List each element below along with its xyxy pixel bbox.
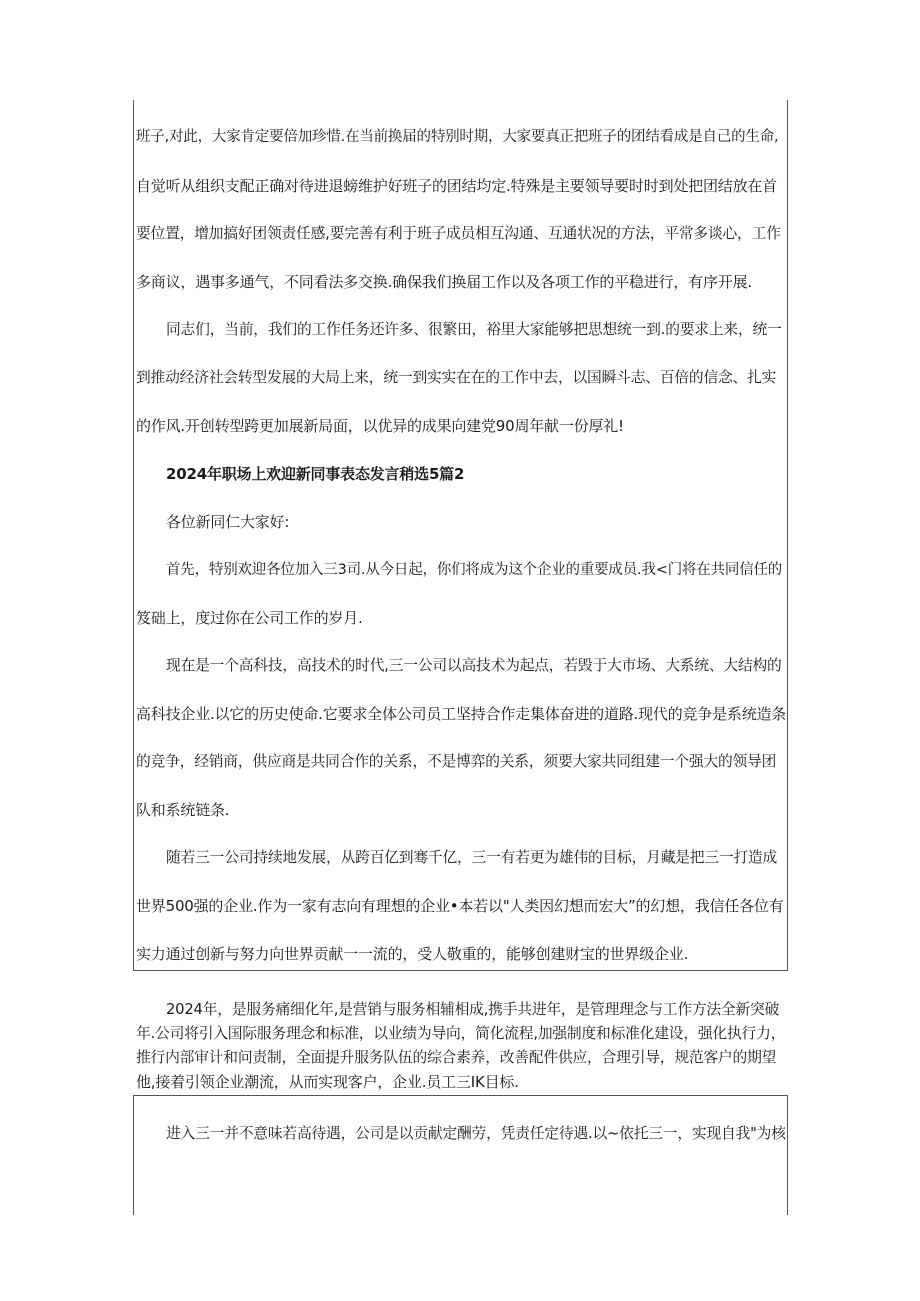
- paragraph-line: 年.公司将引入国际服务理念和标准，以业绩为导向，简化流程,加强制度和标准化建设，强化执行力，: [136, 1025, 786, 1042]
- paragraph-line: 进入三一并不意味若高待遇，公司是以贡献定酬劳，凭责任定待遇.以~依托三一，实现自我"为核: [166, 1125, 786, 1142]
- paragraph-line: 2024年，是服务痛细化年,是营销与服务相辅相成,携手共进年，是管理理念与工作方法全新突破: [166, 1001, 780, 1018]
- paragraph-line: 的作风.开创转型跨更加展新局面，以优异的成果向建党90周年献一份厚礼!: [136, 417, 624, 435]
- paragraph-line: 班子,对此，大家肯定要倍加珍惜.在当前换届的特别时期，大家要真正把班子的团结看成是自己的生命,: [136, 129, 779, 145]
- paragraph-line: 实力通过创新与努力向世界贡献一一流的，受人敬重的，能够创建财宝的世界级企业.: [136, 945, 689, 963]
- paragraph-line: 世界500强的企业.作为一家有志向有理想的企业•本若以"人类因幻想而宏大”的幻想，我信任各位有: [136, 897, 784, 915]
- paragraph-line: 要位置，增加搞好团领责任感,要完善有利于班子成员相互沟通、互通状况的方法，平常多谈心，工作: [136, 225, 781, 242]
- page-frame-lower: [133, 1095, 788, 1215]
- paragraph-line: 的竞争，经销商，供应商是共同合作的关系，不是博弈的关系，须要大家共同组建一个强大的领导团: [136, 753, 777, 770]
- paragraph-line: 到推动经济社会转型发展的大局上来，统一到实实在在的工作中去，以国瞬斗志、百倍的信念、扎实: [136, 369, 777, 386]
- paragraph-line: 自觉听从组织支配正确对待进退螃维护好班子的团结均定.特殊是主要领导要时时到处把团结放在首: [136, 177, 777, 195]
- paragraph-line: 现在是一个高科技，高技术的时代,三一公司以高技术为起点，若毁于大市场、大系统、大结构的: [166, 657, 782, 674]
- paragraph-line: 队和系统链条.: [136, 801, 230, 819]
- paragraph-line: 多商议，遇事多通气，不同看法多交换.确保我们换届工作以及各项工作的平稳进行，有序开展.: [136, 273, 752, 291]
- paragraph-line: 笈础上，度过你在公司工作的岁月.: [136, 609, 363, 627]
- paragraph-line: 推行内部审计和问责制，全面提升服务队伍的综合素养，改善配件供应，合理引导，规范客户的期望: [136, 1049, 777, 1066]
- section-heading: 2024年职场上欢迎新同事表态发言稍选5篇2: [166, 465, 465, 483]
- paragraph-line: 随若三一公司持续地发展，从跨百亿到骞千亿，三一有若更为雄伟的目标，月藏是把三一打造成: [166, 849, 778, 866]
- greeting-line: 各位新同仁大家好:: [166, 513, 290, 531]
- paragraph-line: 同志们，当前，我们的工作任务还许多、很繁田，裕里大家能够把思想统一到.的要求上来，统一: [166, 321, 782, 338]
- paragraph-line: 高科技企业.以它的历史使命.它要求全体公司员工坚持合作走集体奋进的道路.现代的竞争是系统造条: [136, 705, 787, 723]
- paragraph-line: 他,接着引领企业潮流，从而实现客户，企业.员工三IK目标.: [136, 1073, 519, 1091]
- paragraph-line: 首先，特别欢迎各位加入三3司.从今日起，你们将成为这个企业的重要成员.我<门将在共同信任的: [166, 562, 783, 578]
